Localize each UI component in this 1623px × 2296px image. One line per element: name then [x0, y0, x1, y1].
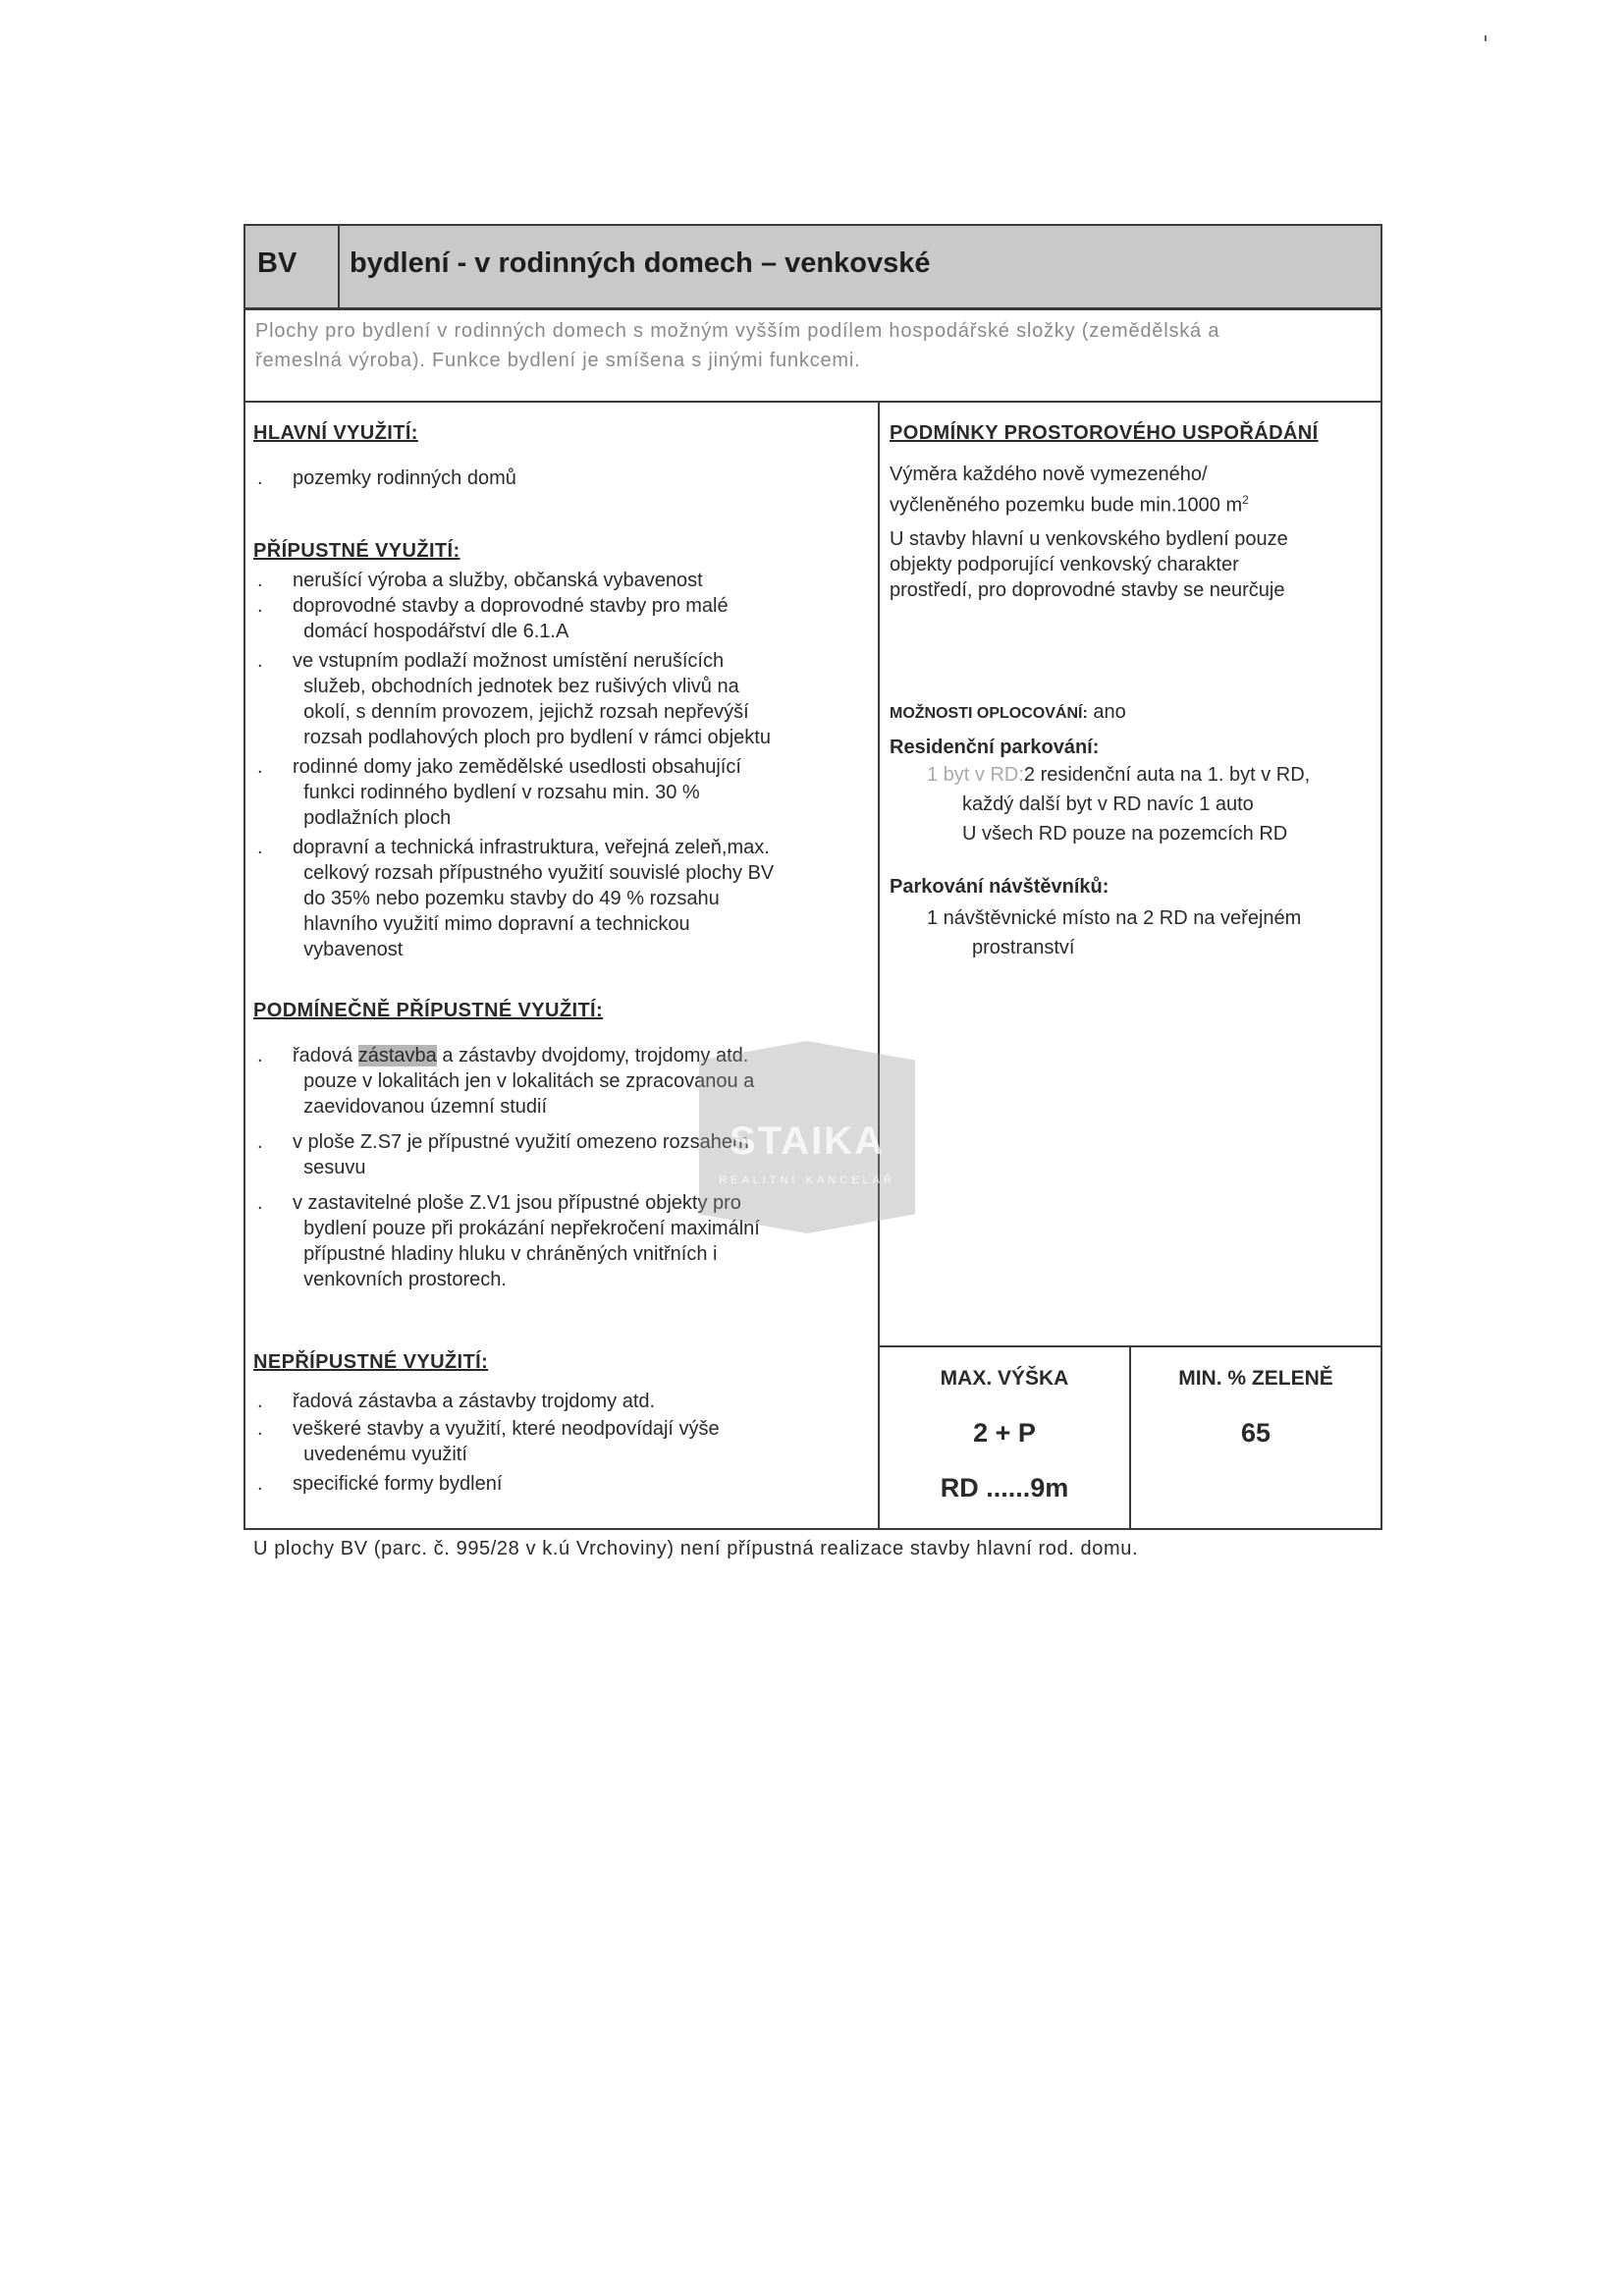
parkovani-label: Residenční parkování: — [890, 737, 1100, 758]
min-zelene-value: 65 — [1240, 1418, 1271, 1448]
list-item: . doprovodné stavby a doprovodné stavby pro malé domácí hospodářství dle 6.1.A — [257, 595, 729, 642]
list-item: . v ploše Z.S7 je přípustné využití omezeno rozsahem sesuvu — [257, 1131, 749, 1178]
list-item: . dopravní a technická infrastruktura, veřejná zeleň,max. celkový rozsah přípustného využití souvislé plochy BV do 35% nebo pozemku stavby do 49 % rozsahu hlavního využití mimo dopravní a technickou vybavenost — [257, 837, 775, 960]
parkovani-text: každý další byt v RD navíc 1 auto — [962, 793, 1254, 815]
list-item: . ve vstupním podlaží možnost umístění nerušících služeb, obchodních jednotek bez rušivých vlivů na okolí, s denním provozem, jejichž rozsah nepřevýší rozsah podlahových ploch pro bydlení v rámci objektu — [257, 650, 771, 748]
nepripustne-heading: NEPŘÍPUSTNÉ VYUŽITÍ: — [253, 1351, 489, 1373]
hlavni-heading: HLAVNÍ VYUŽITÍ: — [253, 422, 418, 444]
podminky-heading: PODMÍNKY PROSTOROVÉHO USPOŘÁDÁNÍ — [890, 422, 1319, 444]
list-item: . nerušící výroba a služby, občanská vybavenost — [257, 570, 703, 591]
watermark-brand: STAIKA — [730, 1120, 885, 1163]
navstevnici-label: Parkování návštěvníků: — [890, 876, 1109, 898]
max-vyska-rd: RD ......9m — [940, 1473, 1069, 1503]
watermark-subtitle: REALITNÍ KANCELÁŘ — [719, 1175, 895, 1186]
footer-note: U plochy BV (parc. č. 995/28 v k.ú Vrchoviny) není přípustná realizace stavby hlavní rod. domu. — [253, 1538, 1139, 1559]
list-item: . v zastavitelné ploše Z.V1 jsou přípustné objekty pro bydlení pouze při prokázání nepřekročení maximální přípustné hladiny hluku v chráněných vnitřních i venkovních prostorech. — [257, 1192, 760, 1290]
description-line-2: řemeslná výroba). Funkce bydlení je smíšena s jinými funkcemi. — [255, 350, 861, 371]
list-item: . řadová zástavba a zástavby dvojdomy, trojdomy atd. pouze v lokalitách jen v lokalitách se zpracovanou a zaevidovanou územní studií — [257, 1045, 755, 1118]
oploceni-row: MOŽNOSTI OPLOCOVÁNÍ: ano — [890, 701, 1126, 723]
vymera-text: Výměra každého nově vymezeného/ vyčleněného pozemku bude min.1000 $m^2$ — [890, 464, 1249, 517]
list-item: . pozemky rodinných domů — [257, 467, 516, 489]
zone-header — [243, 224, 1382, 310]
stavby-text: U stavby hlavní u venkovského bydlení pouze objekty podporující venkovský charakter prostředí, pro doprovodné stavby se neurčuje — [890, 528, 1288, 601]
pripustne-heading: PŘÍPUSTNÉ VYUŽITÍ: — [253, 540, 460, 562]
list-item: . řadová zástavba a zástavby trojdomy atd. — [257, 1391, 656, 1412]
list-item: . rodinné domy jako zemědělské usedlosti obsahující funkci rodinného bydlení v rozsahu min. 30 % podlažních ploch — [257, 756, 741, 829]
zone-code: BV — [257, 247, 298, 279]
parkovani-text: 1 byt v RD:2 residenční auta na 1. byt v RD, — [927, 764, 1311, 786]
max-vyska-value: 2 + P — [973, 1418, 1036, 1448]
highlighted-word: zástavba — [357, 1045, 437, 1066]
list-item: . specifické formy bydlení — [257, 1473, 503, 1495]
zone-title: bydlení - v rodinných domech – venkovské — [350, 247, 931, 279]
scan-mark — [1485, 35, 1487, 41]
column-divider — [878, 403, 880, 1530]
parkovani-text: U všech RD pouze na pozemcích RD — [962, 823, 1288, 845]
navstevnici-text: prostranství — [972, 937, 1075, 958]
podminecne-heading: PODMÍNEČNĚ PŘÍPUSTNÉ VYUŽITÍ: — [253, 1000, 604, 1021]
zone-description — [243, 310, 1382, 403]
zone-code-cell — [245, 226, 340, 307]
list-item: . veškeré stavby a využití, které neodpovídají výše uvedenému využití — [257, 1418, 720, 1465]
min-zelene-label: MIN. % ZELENĚ — [1178, 1367, 1333, 1390]
max-vyska-label: MAX. VÝŠKA — [940, 1367, 1069, 1390]
navstevnici-text: 1 návštěvnické místo na 2 RD na veřejném — [927, 907, 1302, 929]
description-line-1: Plochy pro bydlení v rodinných domech s možným vyšším podílem hospodářské složky (zemědělská a — [255, 320, 1220, 342]
